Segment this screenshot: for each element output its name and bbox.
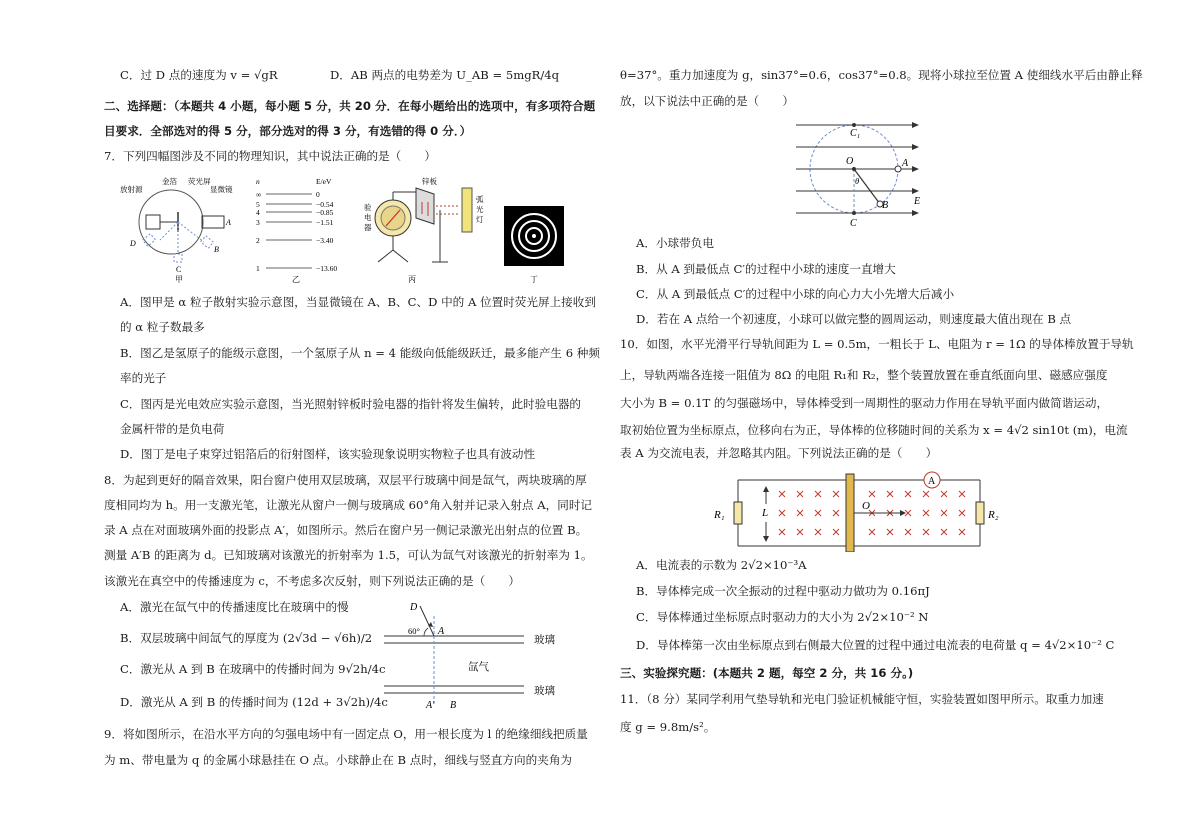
label-lamp-1: 弧 xyxy=(476,195,484,204)
label-a: A xyxy=(902,158,909,169)
q9-figure xyxy=(792,116,952,228)
q9-stem-line2: 为 m、带电量为 q 的金属小球悬挂在 O 点。小球静止在 B 点时，细线与竖直方向的夹角为 xyxy=(104,753,573,767)
q10-stem-line2: 上，导轨两端各连接一阻值为 8Ω 的电阻 R₁和 R₂，整个装置放置在垂直纸面向里、磁感应强度 xyxy=(620,368,1108,382)
label-lamp-2: 光 xyxy=(476,205,484,214)
q10-stem-line3: 大小为 B = 0.1T 的匀强磁场中，导体棒受到一周期性的驱动力作用在导轨平面内做简谐运动， xyxy=(620,396,1109,410)
q11-stem-line2: 度 g = 9.8m/s²。 xyxy=(620,720,716,734)
q10-stem-line5: 表 A 为交流电表，并忽略其内阻。下列说法正确的是（ ） xyxy=(620,446,938,460)
q9-option-d: D．若在 A 点给一个初速度，小球可以做完整的圆周运动，则速度最大值出现在 B 点 xyxy=(636,312,1072,326)
label-b: B xyxy=(450,700,457,710)
label-c: C xyxy=(850,218,857,228)
q10-option-a: A．电流表的示数为 2√2×10⁻³A xyxy=(636,558,807,572)
energy-level-e: −0.54 xyxy=(316,200,334,209)
q11-stem-line1: 11．（8 分）某同学利用气垫导轨和光电门验证机械能守恒，实验装置如图甲所示。取重力加速 xyxy=(620,692,1104,706)
section3-heading: 三、实验探究题：(本题共 2 题，每空 2 分，共 16 分。) xyxy=(620,666,914,680)
q8-stem-line2: 度相同均为 h。用一支激光笔，让激光从窗户一侧与玻璃成 60°角入射并记录入射点 A，同时记 xyxy=(104,498,593,512)
energy-level-e: −0.85 xyxy=(316,208,334,217)
energy-level-n: 3 xyxy=(256,218,260,227)
caption-ding: 丁 xyxy=(530,275,538,284)
label-o: O xyxy=(846,156,854,167)
label-source: 放射源 xyxy=(120,185,143,194)
label-scope: 显微镜 xyxy=(210,185,233,194)
q8-option-d: D．激光从 A 到 B 的传播时间为 (12d + 3√2h)/4c xyxy=(120,695,388,709)
energy-level-n: 1 xyxy=(256,264,260,273)
q8-stem-line4: 测量 A′B 的距离为 d。已知玻璃对该激光的折射率为 1.5，可认为氙气对该激光的折射率为 1。 xyxy=(104,548,593,562)
label-d: D xyxy=(410,602,418,613)
energy-level-diagram xyxy=(256,177,337,284)
energy-level-n: 4 xyxy=(256,208,260,217)
q8-option-b: B．双层玻璃中间氙气的厚度为 (2√3d − √6h)/2 xyxy=(120,631,373,645)
q9-option-b: B．从 A 到最低点 C′的过程中小球的速度一直增大 xyxy=(636,262,896,276)
label-ammeter: A xyxy=(928,476,936,487)
label-xenon: 氙气 xyxy=(468,662,489,673)
label-glass-top: 玻璃 xyxy=(534,635,555,646)
alpha-scattering-diagram xyxy=(120,176,233,284)
caption-bing: 丙 xyxy=(408,275,416,284)
label-b: B xyxy=(882,200,889,211)
q9-option-c: C．从 A 到最低点 C′的过程中小球的向心力大小先增大后减小 xyxy=(636,287,955,301)
q7-option-c-line1: C．图丙是光电效应实验示意图，当光照射锌板时验电器的指针将发生偏转，此时验电器的 xyxy=(120,397,582,411)
q10-figure xyxy=(710,466,1000,552)
label-r2: R₂ xyxy=(988,509,999,521)
q8-option-a: A．激光在氙气中的传播速度比在玻璃中的慢 xyxy=(120,600,349,614)
label-foil: 金箔 xyxy=(162,177,177,186)
q9-stem-line1: 9．将如图所示，在沿水平方向的匀强电场中有一固定点 O，用一根长度为 l 的绝缘细线把质量 xyxy=(104,727,588,741)
label-energy: E/eV xyxy=(316,177,332,186)
q6-option-d: D．AB 两点的电势差为 U_AB = 5mgR/4q xyxy=(330,68,560,82)
label-d: D xyxy=(130,239,136,248)
energy-level-e: 0 xyxy=(316,190,320,199)
q7-option-a-line1: A．图甲是 α 粒子散射实验示意图，当显微镜在 A、B、C、D 中的 A 位置时荧光屏上接收到 xyxy=(120,295,596,309)
label-a: A xyxy=(438,626,445,637)
energy-levels xyxy=(256,190,337,273)
q9-option-a: A．小球带负电 xyxy=(636,236,714,250)
energy-level-e: −13.60 xyxy=(316,264,338,273)
label-theta: θ xyxy=(855,176,860,186)
q7-option-b-line2: 率的光子 xyxy=(120,371,167,385)
energy-level-n: 2 xyxy=(256,236,260,245)
label-electroscope-3: 器 xyxy=(364,223,372,232)
q7-stem: 7．下列四幅图涉及不同的物理知识，其中说法正确的是（ ） xyxy=(104,149,437,163)
q7-option-d: D．图丁是电子束穿过铝箔后的衍射图样，该实验现象说明实物粒子也具有波动性 xyxy=(120,447,536,461)
label-b: B xyxy=(214,245,219,254)
q6-option-c: C．过 D 点的速度为 v = √gR xyxy=(120,68,278,82)
label-lamp-3: 灯 xyxy=(476,215,484,224)
energy-level-e: −1.51 xyxy=(316,218,334,227)
label-l: L xyxy=(762,507,769,519)
label-n: n xyxy=(256,177,260,186)
label-a: A xyxy=(226,218,231,227)
q7-option-b-line1: B．图乙是氢原子的能级示意图，一个氢原子从 n = 4 能级向低能级跃迁，最多能产生 6 种频 xyxy=(120,346,600,360)
label-angle: 60° xyxy=(408,626,420,636)
q8-stem-line5: 该激光在真空中的传播速度为 c，不考虑多次反射，则下列说法正确的是（ ） xyxy=(104,574,520,588)
label-r1: R₁ xyxy=(714,509,725,521)
label-c1: C₁ xyxy=(850,128,861,139)
label-zinc-plate: 锌板 xyxy=(422,177,437,186)
q10-stem-line1: 10．如图，水平光滑平行导轨间距为 L = 0.5m，一粗长于 L、电阻为 r = 1Ω 的导体棒放置于导轨 xyxy=(620,337,1134,351)
energy-level-n: 5 xyxy=(256,200,260,209)
q9-stem-line3: θ=37°。重力加速度为 g，sin37°=0.6，cos37°=0.8。现将小球拉至位置 A 使细线水平后由静止释 xyxy=(620,68,1143,82)
q7-option-c-line2: 金属杆带的是负电荷 xyxy=(120,422,225,436)
q8-figure xyxy=(384,598,574,710)
q10-option-d: D．导体棒第一次由坐标原点到右侧最大位置的过程中通过电流表的电荷量 q = 4√2×10⁻² C xyxy=(636,638,1115,652)
label-screen: 荧光屏 xyxy=(188,177,211,186)
q7-figure xyxy=(116,172,576,284)
section2-heading-line2: 目要求．全部选对的得 5 分，部分选对的得 3 分，有选错的得 0 分．） xyxy=(104,124,472,138)
diffraction-pattern xyxy=(504,206,564,284)
photoelectric-diagram xyxy=(364,176,484,284)
caption-jia: 甲 xyxy=(175,275,183,284)
label-electroscope-1: 验 xyxy=(364,203,372,212)
q8-option-c: C．激光从 A 到 B 在玻璃中的传播时间为 9√2h/4c xyxy=(120,662,386,676)
section2-heading-line1: 二、选择题：（本题共 4 小题，每小题 5 分，共 20 分．在每小题给出的选项中，有多项符合题 xyxy=(104,99,596,113)
label-e: E xyxy=(914,196,921,207)
q9-stem-line4: 放，以下说法中正确的是（ ） xyxy=(620,94,794,108)
label-glass-bottom: 玻璃 xyxy=(534,686,555,697)
q7-option-a-line2: 的 α 粒子数最多 xyxy=(120,320,205,334)
q10-stem-line4: 取初始位置为坐标原点，位移向右为正，导体棒的位移随时间的关系为 x = 4√2 sin10t (m)，电流 xyxy=(620,423,1128,437)
label-o: O xyxy=(862,500,870,512)
caption-yi: 乙 xyxy=(292,275,300,284)
label-a-prime: A′ xyxy=(426,700,435,710)
q8-stem-line1: 8．为起到更好的隔音效果，阳台窗户使用双层玻璃，双层平行玻璃中间是氙气，两块玻璃的厚 xyxy=(104,473,587,487)
energy-level-n: ∞ xyxy=(256,190,262,199)
q10-option-c: C．导体棒通过坐标原点时驱动力的大小为 2√2×10⁻² N xyxy=(636,610,929,624)
q8-stem-line3: 录 A 点在对面玻璃外面的投影点 A′，如图所示。然后在窗户另一侧记录激光出射点的位置 B。 xyxy=(104,523,588,537)
label-electroscope-2: 电 xyxy=(364,213,372,222)
label-c: C xyxy=(176,265,182,274)
q10-option-b: B．导体棒完成一次全振动的过程中驱动力做功为 0.16πJ xyxy=(636,584,930,598)
energy-level-e: −3.40 xyxy=(316,236,334,245)
